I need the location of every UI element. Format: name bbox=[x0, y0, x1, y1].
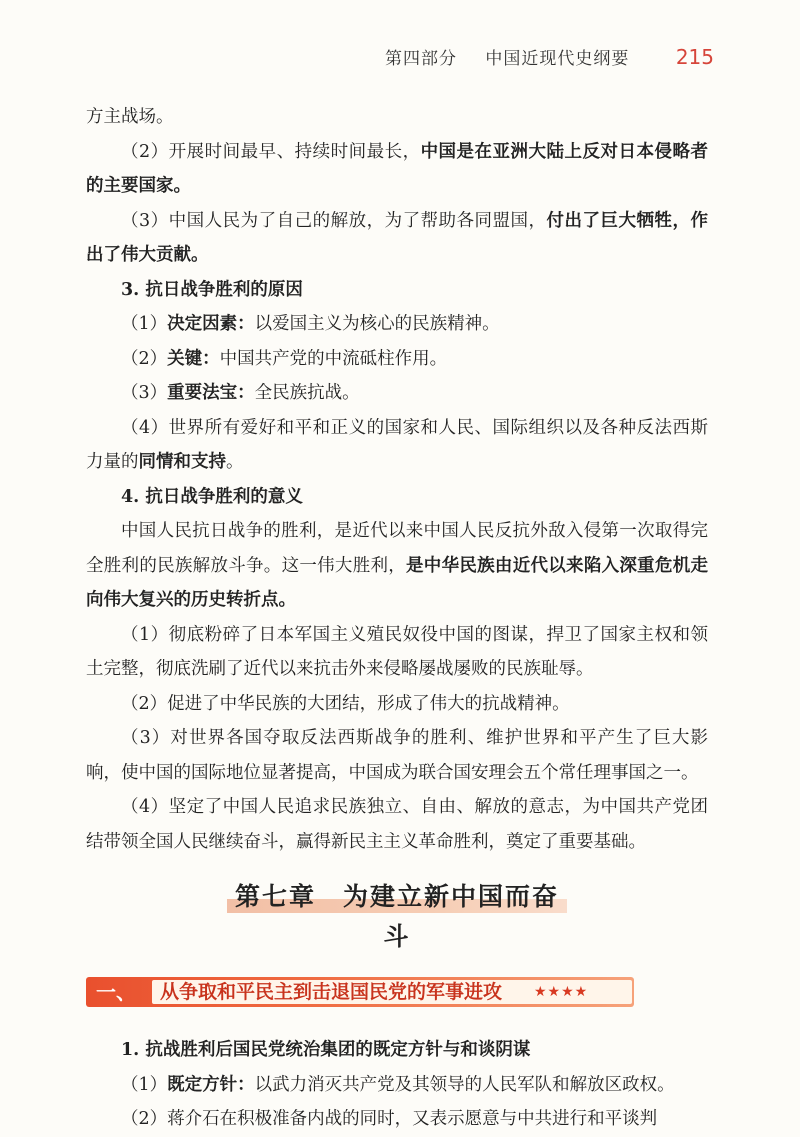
continued-line: 方主战场。 bbox=[86, 107, 174, 127]
header-title: 中国近现代史纲要 bbox=[485, 49, 630, 69]
cause-1: （1）决定因素：以爱国主义为核心的民族精神。 bbox=[121, 314, 500, 334]
heading-plot: 1. 抗战胜利后国民党统治集团的既定方针与和谈阴谋 bbox=[121, 1040, 531, 1060]
section-number: 一、 bbox=[96, 980, 136, 1004]
heading-causes: 3. 抗日战争胜利的原因 bbox=[121, 279, 303, 300]
page-content bbox=[86, 100, 708, 1137]
significance-2: （2）促进了中华民族的大团结，形成了伟大的抗战精神。 bbox=[121, 693, 570, 714]
heading-significance: 4. 抗日战争胜利的意义 bbox=[121, 486, 303, 507]
cause-2: （2）关键：中国共产党的中流砥柱作用。 bbox=[121, 348, 448, 369]
importance-stars-icon: ★★★★ bbox=[534, 984, 589, 1000]
chapter-title: 第七章 为建立新中国而奋斗 bbox=[227, 877, 567, 957]
page-header bbox=[385, 44, 714, 69]
significance-intro: 中国人民抗日战争的胜利，是近代以来中国人民反抗外敌入侵第一次取得完全胜利的民族解放斗争。这一伟大胜利，是中华民族由近代以来陷入深重危机走向伟大复兴的历史转折点。 bbox=[86, 521, 709, 610]
significance-1: （1）彻底粉碎了日本军国主义殖民奴役中国的图谋，捍卫了国家主权和领土完整，彻底洗刷了近代以来抗击外来侵略屡战屡败的民族耻辱。 bbox=[86, 624, 708, 679]
significance-4: （4）坚定了中国人民追求民族独立、自由、解放的意志，为中国共产党团结带领全国人民继续奋斗，赢得新民主主义革命胜利，奠定了重要基础。 bbox=[86, 797, 708, 852]
page-number: 215 bbox=[675, 45, 714, 69]
cause-4: （4）世界所有爱好和平和正义的国家和人民、国际组织以及各种反法西斯力量的同情和支持。 bbox=[86, 417, 708, 472]
header-part: 第四部分 bbox=[385, 49, 457, 69]
paragraph-top-2: （2）开展时间最早、持续时间最长，中国是在亚洲大陆上反对日本侵略者的主要国家。 bbox=[86, 141, 708, 196]
section-title: 从争取和平民主到击退国民党的军事进攻 bbox=[160, 981, 503, 1003]
plot-2: （2）蒋介石在积极准备内战的同时，又表示愿意与中共进行和平谈判 bbox=[121, 1109, 658, 1129]
paragraph-top-3: （3）中国人民为了自己的解放，为了帮助各同盟国，付出了巨大牺牲，作出了伟大贡献。 bbox=[86, 210, 708, 265]
section-banner bbox=[86, 977, 708, 1011]
significance-3: （3）对世界各国夺取反法西斯战争的胜利、维护世界和平产生了巨大影响，使中国的国际地位显著提高，中国成为联合国安理会五个常任理事国之一。 bbox=[86, 728, 708, 783]
cause-3: （3）重要法宝：全民族抗战。 bbox=[121, 383, 360, 403]
plot-1: （1）既定方针：以武力消灭共产党及其领导的人民军队和解放区政权。 bbox=[121, 1074, 675, 1095]
